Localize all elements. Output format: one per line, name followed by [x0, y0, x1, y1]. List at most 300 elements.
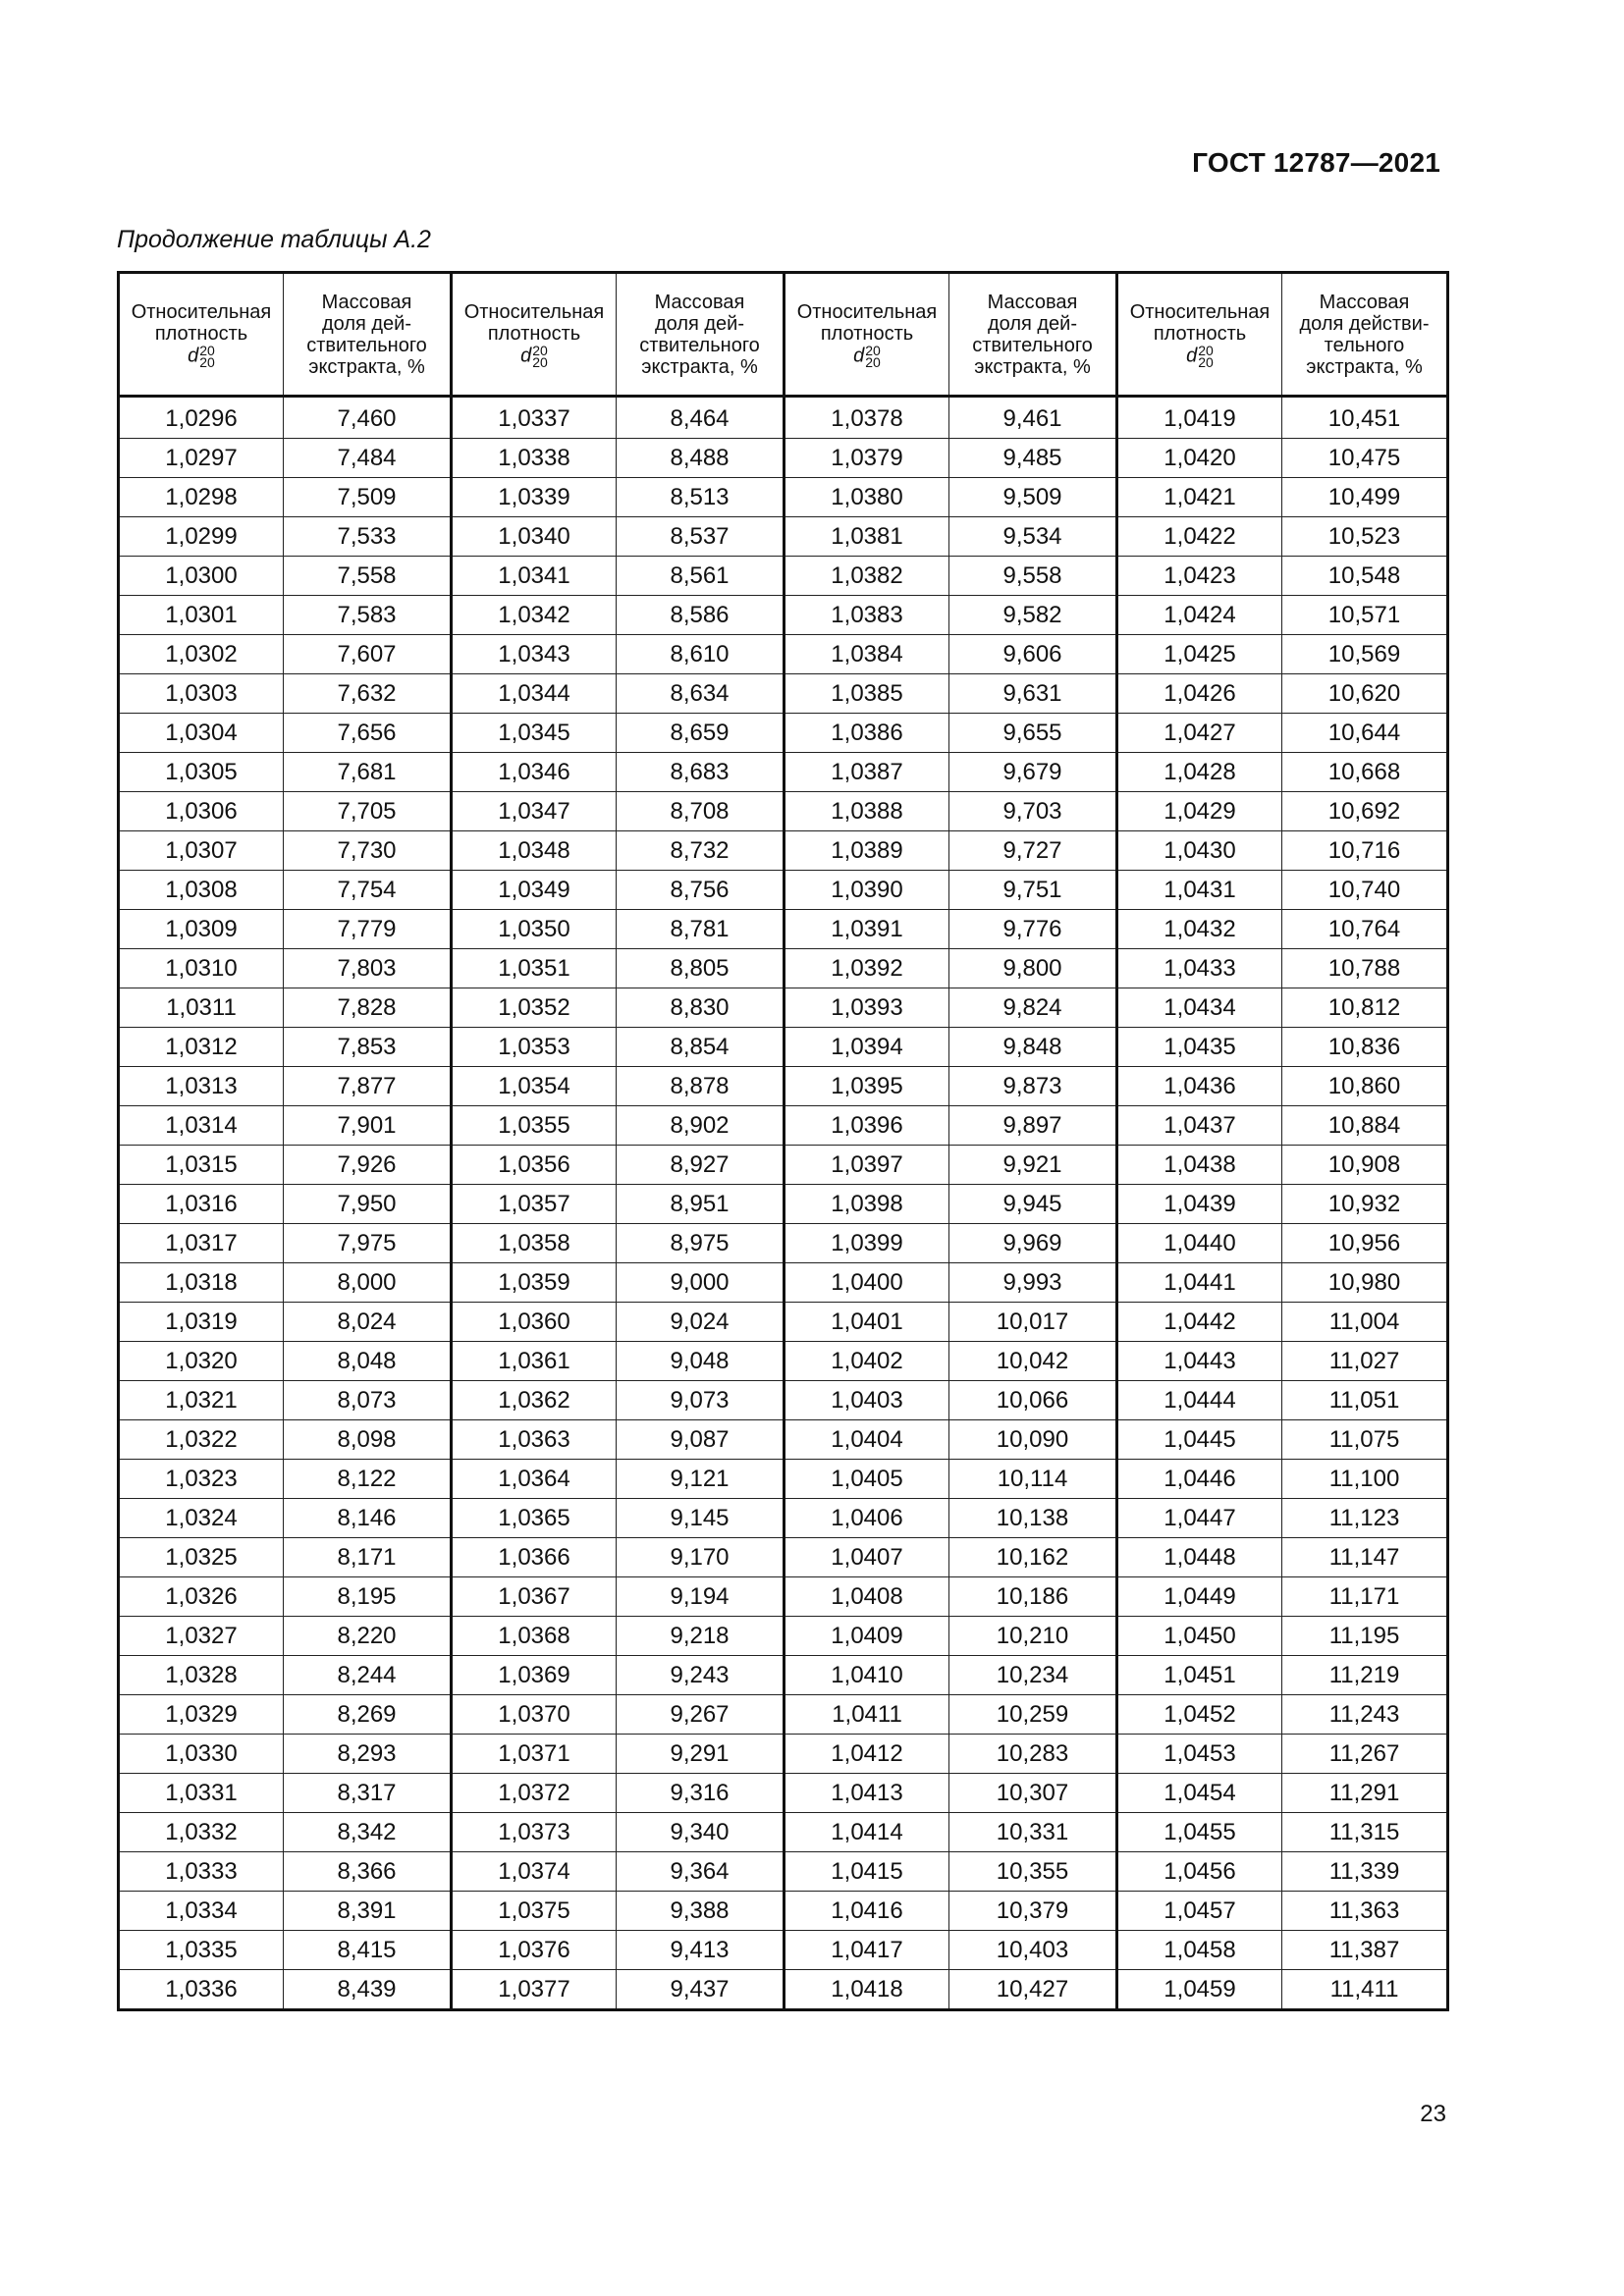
table-row	[119, 1420, 1448, 1460]
extract-cell-2: 9,024	[617, 1303, 785, 1342]
extract-cell-2: 9,073	[617, 1381, 785, 1420]
extract-cell-1: 7,754	[284, 871, 452, 910]
density-cell-4: 1,0440	[1117, 1224, 1282, 1263]
density-cell-1: 1,0336	[119, 1970, 284, 2010]
density-cell-4: 1,0453	[1117, 1735, 1282, 1774]
density-cell-4: 1,0419	[1117, 397, 1282, 439]
extract-cell-3: 10,114	[949, 1460, 1117, 1499]
extract-cell-4: 10,716	[1282, 831, 1448, 871]
extract-cell-4: 11,315	[1282, 1813, 1448, 1852]
extract-cell-2: 8,830	[617, 988, 785, 1028]
density-cell-4: 1,0446	[1117, 1460, 1282, 1499]
extract-cell-4: 10,740	[1282, 871, 1448, 910]
extract-cell-4: 10,571	[1282, 596, 1448, 635]
density-cell-4: 1,0431	[1117, 871, 1282, 910]
density-cell-4: 1,0424	[1117, 596, 1282, 635]
table-row	[119, 1970, 1448, 2010]
density-cell-2: 1,0354	[452, 1067, 617, 1106]
table-row	[119, 1028, 1448, 1067]
table-row	[119, 1852, 1448, 1892]
extract-cell-3: 9,509	[949, 478, 1117, 517]
density-cell-1: 1,0328	[119, 1656, 284, 1695]
extract-cell-3: 10,042	[949, 1342, 1117, 1381]
density-cell-4: 1,0448	[1117, 1538, 1282, 1577]
extract-cell-1: 8,342	[284, 1813, 452, 1852]
density-cell-1: 1,0316	[119, 1185, 284, 1224]
extract-cell-4: 11,195	[1282, 1617, 1448, 1656]
table-row	[119, 1263, 1448, 1303]
extract-cell-1: 7,877	[284, 1067, 452, 1106]
density-cell-4: 1,0457	[1117, 1892, 1282, 1931]
density-cell-4: 1,0433	[1117, 949, 1282, 988]
density-cell-1: 1,0301	[119, 596, 284, 635]
density-cell-1: 1,0317	[119, 1224, 284, 1263]
extract-cell-4: 11,123	[1282, 1499, 1448, 1538]
table-row	[119, 517, 1448, 557]
extract-cell-3: 10,186	[949, 1577, 1117, 1617]
density-cell-4: 1,0426	[1117, 674, 1282, 714]
extract-cell-3: 9,485	[949, 439, 1117, 478]
density-cell-2: 1,0340	[452, 517, 617, 557]
density-cell-4: 1,0423	[1117, 557, 1282, 596]
extract-cell-4: 10,836	[1282, 1028, 1448, 1067]
table-header-row	[119, 273, 1448, 397]
extract-cell-1: 7,484	[284, 439, 452, 478]
density-cell-2: 1,0366	[452, 1538, 617, 1577]
table-row	[119, 1381, 1448, 1420]
extract-cell-3: 9,800	[949, 949, 1117, 988]
table-row	[119, 910, 1448, 949]
table-row	[119, 988, 1448, 1028]
density-cell-3: 1,0393	[785, 988, 949, 1028]
density-cell-3: 1,0397	[785, 1146, 949, 1185]
header-extract-1: Массовая доля дей- ствительного экстракта, %	[284, 273, 452, 397]
density-cell-2: 1,0338	[452, 439, 617, 478]
extract-cell-2: 8,561	[617, 557, 785, 596]
density-cell-4: 1,0447	[1117, 1499, 1282, 1538]
header-extract-4: Массовая доля действи- тельного экстракта, %	[1282, 273, 1448, 397]
density-cell-1: 1,0311	[119, 988, 284, 1028]
density-cell-1: 1,0299	[119, 517, 284, 557]
page-number: 23	[1420, 2101, 1446, 2127]
extract-cell-4: 10,523	[1282, 517, 1448, 557]
extract-cell-2: 9,218	[617, 1617, 785, 1656]
table-row	[119, 1185, 1448, 1224]
density-cell-2: 1,0370	[452, 1695, 617, 1735]
extract-cell-1: 7,950	[284, 1185, 452, 1224]
density-cell-3: 1,0399	[785, 1224, 949, 1263]
density-cell-2: 1,0362	[452, 1381, 617, 1420]
density-cell-2: 1,0350	[452, 910, 617, 949]
extract-cell-1: 8,024	[284, 1303, 452, 1342]
extract-cell-4: 11,243	[1282, 1695, 1448, 1735]
extract-cell-3: 10,331	[949, 1813, 1117, 1852]
density-cell-1: 1,0296	[119, 397, 284, 439]
density-cell-3: 1,0381	[785, 517, 949, 557]
extract-cell-4: 10,932	[1282, 1185, 1448, 1224]
extract-cell-4: 11,100	[1282, 1460, 1448, 1499]
density-cell-4: 1,0449	[1117, 1577, 1282, 1617]
extract-cell-4: 10,620	[1282, 674, 1448, 714]
extract-cell-1: 7,583	[284, 596, 452, 635]
extract-cell-2: 9,000	[617, 1263, 785, 1303]
density-cell-1: 1,0321	[119, 1381, 284, 1420]
extract-cell-2: 9,413	[617, 1931, 785, 1970]
extract-cell-3: 9,848	[949, 1028, 1117, 1067]
extract-cell-3: 9,873	[949, 1067, 1117, 1106]
header-extract-2: Массовая доля дей- ствительного экстракта, %	[617, 273, 785, 397]
table-row	[119, 1931, 1448, 1970]
table-body	[119, 397, 1448, 2010]
density-cell-1: 1,0335	[119, 1931, 284, 1970]
density-cell-4: 1,0428	[1117, 753, 1282, 792]
extract-cell-1: 7,779	[284, 910, 452, 949]
density-cell-1: 1,0334	[119, 1892, 284, 1931]
density-cell-3: 1,0417	[785, 1931, 949, 1970]
density-cell-4: 1,0430	[1117, 831, 1282, 871]
density-cell-4: 1,0443	[1117, 1342, 1282, 1381]
extract-cell-1: 8,244	[284, 1656, 452, 1695]
table-row	[119, 792, 1448, 831]
density-cell-3: 1,0391	[785, 910, 949, 949]
extract-cell-4: 10,548	[1282, 557, 1448, 596]
density-cell-1: 1,0302	[119, 635, 284, 674]
density-cell-2: 1,0361	[452, 1342, 617, 1381]
density-cell-2: 1,0351	[452, 949, 617, 988]
density-cell-2: 1,0360	[452, 1303, 617, 1342]
extract-cell-4: 10,569	[1282, 635, 1448, 674]
extract-cell-3: 10,379	[949, 1892, 1117, 1931]
header-density-4: Относительная плотность d 20 20	[1117, 273, 1282, 397]
extract-cell-3: 9,631	[949, 674, 1117, 714]
extract-cell-3: 10,307	[949, 1774, 1117, 1813]
extract-cell-4: 11,027	[1282, 1342, 1448, 1381]
density-cell-2: 1,0359	[452, 1263, 617, 1303]
density-cell-3: 1,0409	[785, 1617, 949, 1656]
extract-cell-1: 7,828	[284, 988, 452, 1028]
density-cell-2: 1,0352	[452, 988, 617, 1028]
density-cell-2: 1,0346	[452, 753, 617, 792]
density-cell-3: 1,0401	[785, 1303, 949, 1342]
density-cell-3: 1,0411	[785, 1695, 949, 1735]
extract-cell-1: 8,171	[284, 1538, 452, 1577]
density-cell-4: 1,0422	[1117, 517, 1282, 557]
density-cell-3: 1,0378	[785, 397, 949, 439]
extract-cell-4: 11,004	[1282, 1303, 1448, 1342]
table-row	[119, 753, 1448, 792]
density-cell-3: 1,0379	[785, 439, 949, 478]
extract-cell-1: 8,366	[284, 1852, 452, 1892]
density-cell-1: 1,0327	[119, 1617, 284, 1656]
density-cell-4: 1,0441	[1117, 1263, 1282, 1303]
extract-cell-4: 11,219	[1282, 1656, 1448, 1695]
density-cell-3: 1,0404	[785, 1420, 949, 1460]
density-cell-4: 1,0442	[1117, 1303, 1282, 1342]
density-cell-1: 1,0309	[119, 910, 284, 949]
table-row	[119, 635, 1448, 674]
extract-cell-1: 8,146	[284, 1499, 452, 1538]
density-cell-1: 1,0333	[119, 1852, 284, 1892]
table-row	[119, 1067, 1448, 1106]
density-cell-1: 1,0314	[119, 1106, 284, 1146]
extract-cell-4: 11,171	[1282, 1577, 1448, 1617]
density-cell-3: 1,0414	[785, 1813, 949, 1852]
density-cell-3: 1,0398	[785, 1185, 949, 1224]
density-cell-2: 1,0342	[452, 596, 617, 635]
density-cell-2: 1,0368	[452, 1617, 617, 1656]
density-cell-4: 1,0425	[1117, 635, 1282, 674]
density-cell-1: 1,0310	[119, 949, 284, 988]
density-cell-2: 1,0377	[452, 1970, 617, 2010]
density-cell-3: 1,0383	[785, 596, 949, 635]
density-cell-1: 1,0319	[119, 1303, 284, 1342]
density-cell-1: 1,0305	[119, 753, 284, 792]
header-extract-3: Массовая доля дей- ствительного экстракта, %	[949, 273, 1117, 397]
extract-cell-3: 10,355	[949, 1852, 1117, 1892]
density-cell-4: 1,0456	[1117, 1852, 1282, 1892]
density-cell-4: 1,0427	[1117, 714, 1282, 753]
extract-cell-2: 8,659	[617, 714, 785, 753]
extract-cell-4: 10,788	[1282, 949, 1448, 988]
density-cell-1: 1,0326	[119, 1577, 284, 1617]
extract-cell-2: 8,488	[617, 439, 785, 478]
table-row	[119, 1577, 1448, 1617]
extract-cell-1: 8,317	[284, 1774, 452, 1813]
table-row	[119, 714, 1448, 753]
extract-cell-2: 8,805	[617, 949, 785, 988]
extract-cell-2: 8,975	[617, 1224, 785, 1263]
extract-cell-1: 8,293	[284, 1735, 452, 1774]
extract-cell-4: 10,475	[1282, 439, 1448, 478]
table-row	[119, 478, 1448, 517]
extract-cell-3: 10,210	[949, 1617, 1117, 1656]
density-cell-4: 1,0455	[1117, 1813, 1282, 1852]
extract-cell-4: 11,147	[1282, 1538, 1448, 1577]
header-density-3: Относительная плотность d 20 20	[785, 273, 949, 397]
density-cell-4: 1,0438	[1117, 1146, 1282, 1185]
extract-cell-2: 8,586	[617, 596, 785, 635]
extract-cell-2: 8,513	[617, 478, 785, 517]
density-cell-2: 1,0355	[452, 1106, 617, 1146]
density-cell-2: 1,0339	[452, 478, 617, 517]
extract-cell-2: 8,878	[617, 1067, 785, 1106]
extract-cell-2: 8,927	[617, 1146, 785, 1185]
extract-cell-2: 9,267	[617, 1695, 785, 1735]
density-cell-3: 1,0408	[785, 1577, 949, 1617]
density-cell-4: 1,0454	[1117, 1774, 1282, 1813]
table-row	[119, 831, 1448, 871]
table-row	[119, 871, 1448, 910]
density-cell-1: 1,0318	[119, 1263, 284, 1303]
density-cell-4: 1,0459	[1117, 1970, 1282, 2010]
extract-cell-1: 8,269	[284, 1695, 452, 1735]
extract-cell-1: 8,122	[284, 1460, 452, 1499]
density-cell-1: 1,0315	[119, 1146, 284, 1185]
density-cell-2: 1,0349	[452, 871, 617, 910]
table-row	[119, 1106, 1448, 1146]
density-cell-4: 1,0437	[1117, 1106, 1282, 1146]
density-cell-1: 1,0332	[119, 1813, 284, 1852]
extract-cell-1: 8,220	[284, 1617, 452, 1656]
table-row	[119, 1499, 1448, 1538]
document-code: ГОСТ 12787—2021	[1192, 147, 1440, 178]
extract-cell-3: 10,283	[949, 1735, 1117, 1774]
table-row	[119, 397, 1448, 439]
extract-cell-1: 8,439	[284, 1970, 452, 2010]
table-row	[119, 1460, 1448, 1499]
density-cell-1: 1,0324	[119, 1499, 284, 1538]
density-cell-1: 1,0322	[119, 1420, 284, 1460]
extract-cell-4: 10,644	[1282, 714, 1448, 753]
density-cell-2: 1,0341	[452, 557, 617, 596]
density-cell-4: 1,0444	[1117, 1381, 1282, 1420]
density-cell-3: 1,0412	[785, 1735, 949, 1774]
density-cell-3: 1,0388	[785, 792, 949, 831]
extract-cell-2: 8,756	[617, 871, 785, 910]
extract-cell-3: 10,066	[949, 1381, 1117, 1420]
table-row	[119, 674, 1448, 714]
extract-cell-2: 9,121	[617, 1460, 785, 1499]
extract-cell-3: 9,679	[949, 753, 1117, 792]
density-cell-2: 1,0357	[452, 1185, 617, 1224]
extract-cell-3: 9,897	[949, 1106, 1117, 1146]
density-cell-4: 1,0439	[1117, 1185, 1282, 1224]
extract-cell-1: 8,073	[284, 1381, 452, 1420]
density-cell-2: 1,0337	[452, 397, 617, 439]
extract-cell-2: 8,537	[617, 517, 785, 557]
extract-cell-3: 10,138	[949, 1499, 1117, 1538]
density-cell-1: 1,0323	[119, 1460, 284, 1499]
extract-cell-2: 9,291	[617, 1735, 785, 1774]
density-cell-2: 1,0353	[452, 1028, 617, 1067]
density-cell-2: 1,0347	[452, 792, 617, 831]
density-cell-2: 1,0348	[452, 831, 617, 871]
extract-cell-2: 9,364	[617, 1852, 785, 1892]
extract-cell-3: 10,259	[949, 1695, 1117, 1735]
density-cell-3: 1,0387	[785, 753, 949, 792]
density-cell-3: 1,0390	[785, 871, 949, 910]
density-cell-1: 1,0308	[119, 871, 284, 910]
density-cell-2: 1,0344	[452, 674, 617, 714]
extract-cell-3: 9,727	[949, 831, 1117, 871]
density-cell-1: 1,0303	[119, 674, 284, 714]
density-extract-table	[117, 271, 1449, 2011]
table-row	[119, 557, 1448, 596]
extract-cell-4: 10,692	[1282, 792, 1448, 831]
density-cell-3: 1,0407	[785, 1538, 949, 1577]
density-cell-1: 1,0325	[119, 1538, 284, 1577]
density-cell-4: 1,0421	[1117, 478, 1282, 517]
extract-cell-4: 11,267	[1282, 1735, 1448, 1774]
density-cell-2: 1,0367	[452, 1577, 617, 1617]
density-cell-3: 1,0382	[785, 557, 949, 596]
extract-cell-1: 7,558	[284, 557, 452, 596]
extract-cell-4: 11,363	[1282, 1892, 1448, 1931]
extract-cell-2: 8,781	[617, 910, 785, 949]
density-cell-3: 1,0386	[785, 714, 949, 753]
extract-cell-4: 11,291	[1282, 1774, 1448, 1813]
table-caption: Продолжение таблицы А.2	[117, 226, 431, 253]
density-cell-2: 1,0343	[452, 635, 617, 674]
density-cell-4: 1,0432	[1117, 910, 1282, 949]
density-cell-2: 1,0374	[452, 1852, 617, 1892]
extract-cell-2: 8,683	[617, 753, 785, 792]
extract-cell-3: 9,921	[949, 1146, 1117, 1185]
density-cell-2: 1,0356	[452, 1146, 617, 1185]
density-cell-4: 1,0420	[1117, 439, 1282, 478]
extract-cell-3: 9,945	[949, 1185, 1117, 1224]
table-row	[119, 1146, 1448, 1185]
density-cell-4: 1,0458	[1117, 1931, 1282, 1970]
extract-cell-3: 9,558	[949, 557, 1117, 596]
density-cell-3: 1,0395	[785, 1067, 949, 1106]
density-cell-1: 1,0300	[119, 557, 284, 596]
density-cell-3: 1,0396	[785, 1106, 949, 1146]
extract-cell-1: 7,803	[284, 949, 452, 988]
extract-cell-1: 7,607	[284, 635, 452, 674]
extract-cell-3: 10,162	[949, 1538, 1117, 1577]
density-cell-1: 1,0331	[119, 1774, 284, 1813]
extract-cell-2: 9,437	[617, 1970, 785, 2010]
extract-cell-1: 8,391	[284, 1892, 452, 1931]
density-cell-2: 1,0373	[452, 1813, 617, 1852]
extract-cell-3: 9,582	[949, 596, 1117, 635]
density-cell-3: 1,0380	[785, 478, 949, 517]
extract-cell-2: 9,145	[617, 1499, 785, 1538]
extract-cell-1: 7,509	[284, 478, 452, 517]
density-cell-3: 1,0403	[785, 1381, 949, 1420]
density-cell-2: 1,0376	[452, 1931, 617, 1970]
extract-cell-1: 8,195	[284, 1577, 452, 1617]
density-cell-3: 1,0406	[785, 1499, 949, 1538]
extract-cell-2: 9,340	[617, 1813, 785, 1852]
extract-cell-4: 10,956	[1282, 1224, 1448, 1263]
density-cell-2: 1,0372	[452, 1774, 617, 1813]
table-row	[119, 1617, 1448, 1656]
extract-cell-4: 10,908	[1282, 1146, 1448, 1185]
extract-cell-2: 9,087	[617, 1420, 785, 1460]
density-cell-1: 1,0312	[119, 1028, 284, 1067]
extract-cell-3: 9,655	[949, 714, 1117, 753]
table-row	[119, 1892, 1448, 1931]
extract-cell-3: 10,017	[949, 1303, 1117, 1342]
extract-cell-2: 9,243	[617, 1656, 785, 1695]
density-cell-1: 1,0307	[119, 831, 284, 871]
extract-cell-4: 10,980	[1282, 1263, 1448, 1303]
extract-cell-1: 8,415	[284, 1931, 452, 1970]
extract-cell-4: 11,387	[1282, 1931, 1448, 1970]
table-row	[119, 1774, 1448, 1813]
table-row	[119, 1303, 1448, 1342]
table-row	[119, 1695, 1448, 1735]
extract-cell-2: 8,854	[617, 1028, 785, 1067]
extract-cell-3: 9,703	[949, 792, 1117, 831]
extract-cell-1: 8,000	[284, 1263, 452, 1303]
extract-cell-2: 9,388	[617, 1892, 785, 1931]
density-cell-3: 1,0394	[785, 1028, 949, 1067]
extract-cell-2: 8,951	[617, 1185, 785, 1224]
extract-cell-2: 9,194	[617, 1577, 785, 1617]
extract-cell-1: 7,533	[284, 517, 452, 557]
extract-cell-1: 7,730	[284, 831, 452, 871]
density-cell-2: 1,0363	[452, 1420, 617, 1460]
density-cell-2: 1,0365	[452, 1499, 617, 1538]
density-cell-3: 1,0389	[785, 831, 949, 871]
density-cell-3: 1,0413	[785, 1774, 949, 1813]
extract-cell-3: 9,534	[949, 517, 1117, 557]
density-cell-2: 1,0371	[452, 1735, 617, 1774]
density-cell-4: 1,0445	[1117, 1420, 1282, 1460]
